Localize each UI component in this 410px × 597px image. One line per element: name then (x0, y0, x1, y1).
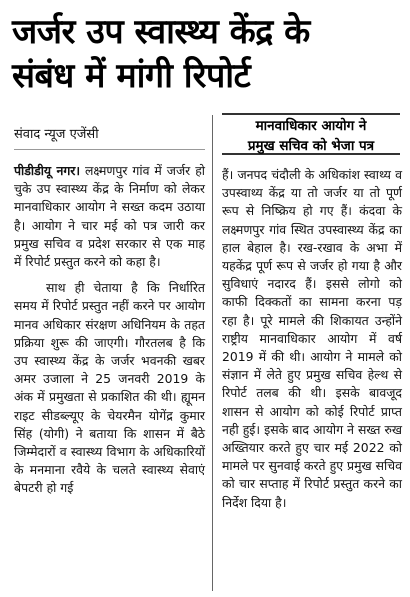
dateline: पीडीडीयू नगर। (14, 163, 81, 178)
sidebox-subheadline (222, 113, 400, 155)
right-column (222, 166, 402, 512)
headline-line-1: जर्जर उप स्वास्थ्य केंद्र के (12, 12, 310, 52)
column-divider (212, 115, 213, 591)
left-paragraph-1-text: लक्ष्मणपुर गांव में जर्जर हो चुके उप स्वास्थ्य केंद्र के निर्माण को लेकर मानवाधिकार आयोग ने सख्त कदम उठाया है। आयोग ने चार मई को पत्र जारी कर प्रमुख सचिव व प्रदेश सरकार से एक माह में रिपोर्ट प्रस्तुत करने को कहा है। (14, 163, 205, 270)
sidebox-line-1: मानवाधिकार आयोग ने (255, 118, 367, 134)
sidebox-line-2: प्रमुख सचिव को भेजा पत्र (247, 138, 375, 154)
left-paragraph-2: साथ ही चेताया है कि निर्धारित समय में रिपोर्ट प्रस्तुत नहीं करने पर आयोग मानव अधिकार संरक्षण अधिनियम के तहत प्रक्रिया शुरू की जाएगी। गौरतलब है कि उप स्वास्थ्य केंद्र के जर्जर भवनकी खबर अमर उजाला ने 25 जनवरी 2019 के अंक में प्रमुखता से प्रकाशित की थी। ह्यूमन राइट सीडब्ल्यूए के चेयरमैन योगेंद्र कुमार सिंह (योगी) ने बताया कि शासन में बैठे जिम्मेदारों व स्वास्थ्य विभाग के अधिकारियों के मनमाना रवैये के चलते स्वास्थ्य सेवाएं बेपटरी हो गई (14, 280, 205, 496)
byline: संवाद न्यूज एजेंसी (14, 127, 99, 142)
left-paragraph-1 (14, 162, 205, 271)
left-column (14, 162, 205, 498)
headline-line-2: संबंध में मांगी रिपोर्ट (12, 56, 251, 96)
headline (12, 0, 402, 98)
right-paragraph-1: हैं। जनपद चंदौली के अधिकांश स्वाथ्य व उपस्वाथ्य केंद्र या तो जर्जर या तो पूर्ण रूप से निष्क्रिय हो गए हैं। कंदवा के लक्ष्मणपुर गांव स्थित उपस्वास्थ्य केंद्र का हाल बेहाल है। रख-रखाव के अभा में यहकेंद्र पूर्ण रूप से जर्जर हो गया है और सुविधाएं नदारद हैं। इससे लोगो को काफी दिक्कतों का सामना करना पड़ रहा है। पूरे मामले की शिकायत उन्होंने राष्ट्रीय मानवाधिकार आयोग में वर्ष 2019 में की थी। आयोग ने मामले को संज्ञान में लेते हुए प्रमुख सचिव हेल्थ से रिपोर्ट तलब की थी। इसके बावजूद शासन से आयोग को कोई रिपोर्ट प्राप्त नही हुई। इसके बाद आयोग ने सख्त रुख अख्तियार करते हुए चार मई 2022 को मामले पर सुनवाई करते हुए प्रमुख सचिव को चार सप्ताह में रिपोर्ट प्रस्तुत करने का निर्देश दिया है। (222, 167, 402, 510)
byline-rule (14, 149, 205, 150)
